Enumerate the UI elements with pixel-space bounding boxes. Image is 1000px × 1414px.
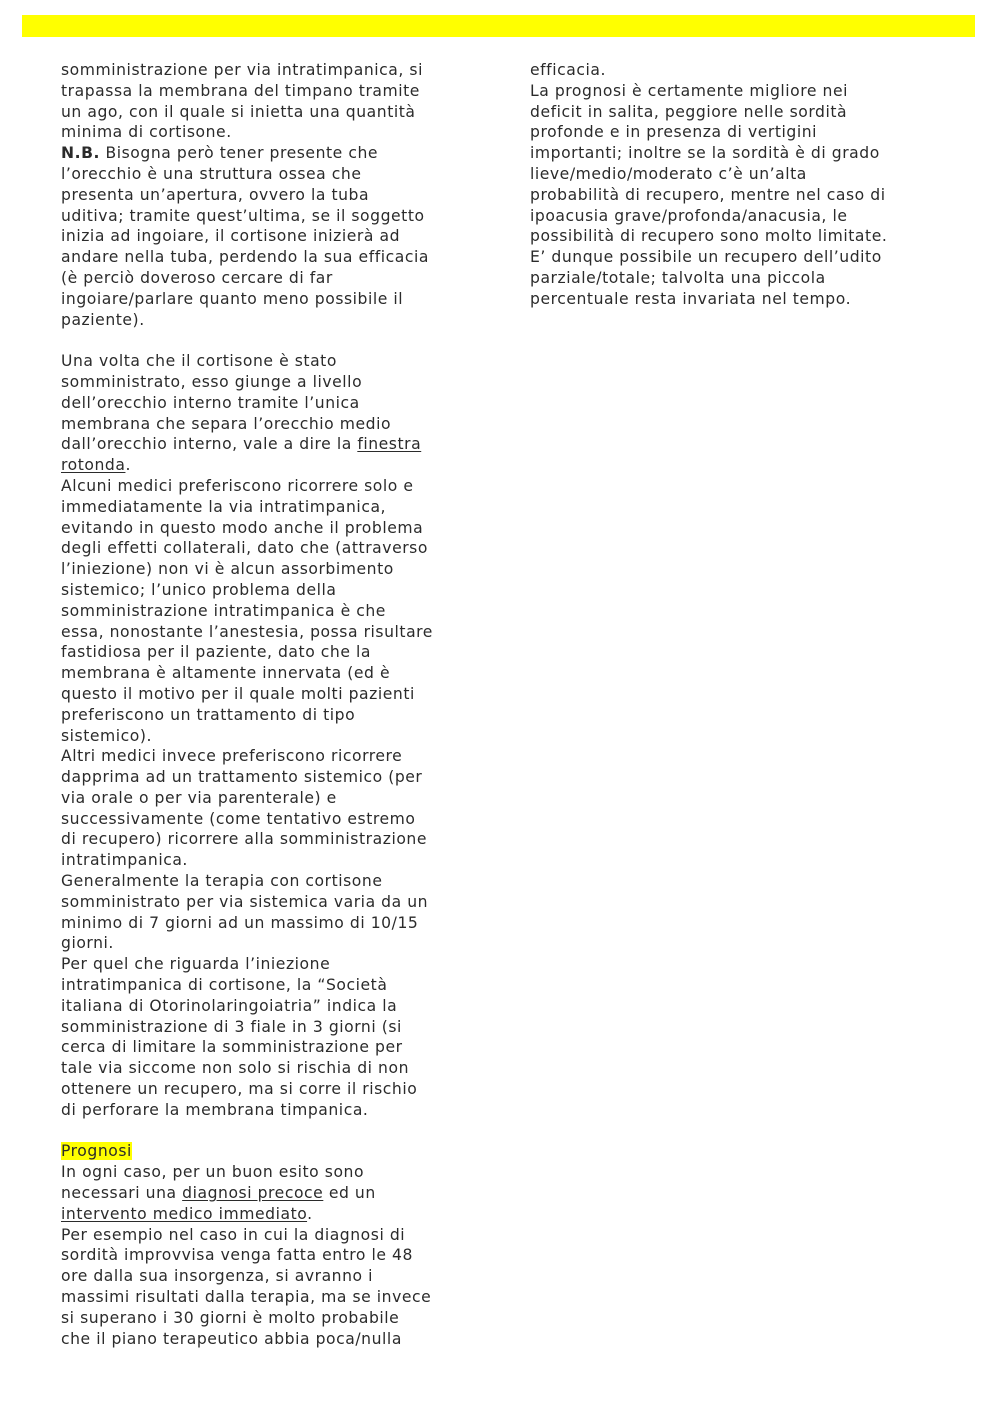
text-line: somministrazione intratimpanica è che: [61, 601, 386, 620]
text-line: fastidiosa per il paziente, dato che la: [61, 643, 371, 662]
text-line: lieve/medio/moderato c’è un’alta: [530, 164, 807, 183]
text-line: ottenere un recupero, ma si corre il rischio: [61, 1080, 418, 1099]
text-line: successivamente (come tentativo estremo: [61, 809, 416, 828]
paragraph-esempio: [61, 1225, 476, 1350]
text-line: parziale/totale; talvolta una piccola: [530, 268, 826, 287]
text-fragment: dall’orecchio interno, vale a dire la: [61, 435, 358, 454]
paragraph-durata-terapia: [61, 871, 476, 954]
text-line: intratimpanica di cortisone, la “Società: [61, 976, 388, 995]
section-heading-line: [61, 1141, 476, 1162]
text-line: che il piano terapeutico abbia poca/nulla: [61, 1329, 402, 1348]
text-fragment: .: [125, 456, 131, 475]
text-line: efficacia.: [530, 61, 606, 79]
text-line: importanti; inoltre se la sordità è di grado: [530, 144, 880, 163]
text-line: dapprima ad un trattamento sistemico (per: [61, 768, 423, 787]
text-line: Generalmente la terapia con cortisone: [61, 872, 383, 891]
text-line: [61, 143, 476, 164]
header-highlight-band: [22, 15, 975, 37]
text-line: giorni.: [61, 934, 114, 953]
paragraph-altri-medici: [61, 746, 476, 871]
text-line: somministrazione per via intratimpanica, si: [61, 61, 423, 79]
paragraph-finestra-rotonda: [61, 351, 476, 476]
paragraph-spacer: [61, 1121, 476, 1142]
text-line: sistemico; l’unico problema della: [61, 580, 337, 599]
text-line: minimo di 7 giorni ad un massimo di 10/15: [61, 913, 419, 932]
nb-label: N.B.: [61, 144, 100, 163]
text-line: inizia ad ingoiare, il cortisone inizierà ad: [61, 227, 401, 246]
text-fragment: ed un: [323, 1184, 376, 1203]
text-line: membrana che separa l’orecchio medio: [61, 414, 392, 433]
text-line: In ogni caso, per un buon esito sono: [61, 1163, 365, 1182]
text-line: Per esempio nel caso in cui la diagnosi di: [61, 1225, 406, 1244]
text-line: immediatamente la via intratimpanica,: [61, 497, 387, 516]
text-line: ore dalla sua insorgenza, si avranno i: [61, 1267, 374, 1286]
left-column: [61, 60, 476, 1349]
text-line: l’iniezione) non vi è alcun assorbimento: [61, 560, 394, 579]
text-line: si superano i 30 giorni è molto probabile: [61, 1308, 400, 1327]
paragraph-nb: [61, 143, 476, 330]
text-line: preferiscono un trattamento di tipo: [61, 705, 356, 724]
text-line: profonde e in presenza di vertigini: [530, 123, 818, 142]
text-line: somministrato, esso giunge a livello: [61, 372, 363, 391]
text-line: ingoiare/parlare quanto meno possibile il: [61, 289, 404, 308]
text-line: presenta un’apertura, ovvero la tuba: [61, 185, 370, 204]
text-line: membrana è altamente innervata (ed è: [61, 664, 391, 683]
text-line: [61, 434, 476, 455]
paragraph-prognosi-dettagli: [530, 81, 930, 310]
text-fragment: necessari una: [61, 1184, 183, 1203]
text-line: un ago, con il quale si inietta una quantità: [61, 102, 416, 121]
text-line: di recupero) ricorrere alla somministrazione: [61, 830, 427, 849]
text-line: percentuale resta invariata nel tempo.: [530, 289, 852, 308]
section-heading-prognosi: Prognosi: [61, 1142, 132, 1161]
text-line: cerca di limitare la somministrazione per: [61, 1038, 403, 1057]
text-line: (è perciò doveroso cercare di far: [61, 268, 333, 287]
paragraph-iniezione: [61, 954, 476, 1120]
text-line: Altri medici invece preferiscono ricorrere: [61, 747, 403, 766]
text-line: intratimpanica.: [61, 851, 188, 870]
text-line: essa, nonostante l’anestesia, possa risultare: [61, 622, 433, 641]
text-line: di perforare la membrana timpanica.: [61, 1100, 369, 1119]
text-line: massimi risultati dalla terapia, ma se invece: [61, 1288, 432, 1307]
text-line: [61, 1204, 476, 1225]
text-line: La prognosi è certamente migliore nei: [530, 81, 848, 100]
text-line: sistemico).: [61, 726, 153, 745]
text-line: somministrato per via sistemica varia da un: [61, 892, 429, 911]
text-line: possibilità di recupero sono molto limitate.: [530, 227, 888, 246]
text-line: E’ dunque possibile un recupero dell’udito: [530, 248, 882, 267]
text-line: l’orecchio è una struttura ossea che: [61, 164, 362, 183]
underlined-term-finestra: finestra: [357, 435, 422, 454]
text-line: degli effetti collaterali, dato che (attraverso: [61, 539, 428, 558]
text-line: paziente).: [61, 310, 145, 329]
paragraph-spacer: [61, 330, 476, 351]
text-line: dell’orecchio interno tramite l’unica: [61, 393, 360, 412]
text-line: minima di cortisone.: [61, 123, 232, 142]
text-line: [61, 455, 476, 476]
text-line: andare nella tuba, perdendo la sua efficacia: [61, 248, 429, 267]
text-line: questo il motivo per il quale molti pazienti: [61, 684, 415, 703]
paragraph-alcuni-medici: [61, 476, 476, 746]
text-line: via orale o per via parenterale) e: [61, 788, 337, 807]
text-line: uditiva; tramite quest’ultima, se il soggetto: [61, 206, 425, 225]
text-line: Alcuni medici preferiscono ricorrere solo e: [61, 476, 414, 495]
underlined-term-rotonda: rotonda: [61, 456, 126, 475]
text-line: tale via siccome non solo si rischia di non: [61, 1059, 409, 1078]
text-fragment: Bisogna però tener presente che: [99, 144, 379, 163]
text-line: evitando in questo modo anche il problema: [61, 518, 424, 537]
underlined-term-diagnosi: diagnosi precoce: [182, 1184, 324, 1203]
paragraph-esito: [61, 1162, 476, 1224]
text-line: [61, 1183, 476, 1204]
text-line: sordità improvvisa venga fatta entro le 48: [61, 1246, 413, 1265]
text-line: probabilità di recupero, mentre nel caso di: [530, 185, 886, 204]
text-fragment: .: [307, 1204, 313, 1223]
text-line: ipoacusia grave/profonda/anacusia, le: [530, 206, 848, 225]
right-column: [530, 60, 930, 310]
text-line: Una volta che il cortisone è stato: [61, 352, 337, 371]
text-line: trapassa la membrana del timpano tramite: [61, 81, 420, 100]
text-line: deficit in salita, peggiore nelle sordità: [530, 102, 848, 121]
text-line: somministrazione di 3 fiale in 3 giorni (si: [61, 1017, 402, 1036]
text-line: Per quel che riguarda l’iniezione: [61, 955, 331, 974]
paragraph-efficacia: [530, 60, 930, 81]
paragraph-intratimpanica: [61, 60, 476, 143]
text-line: italiana di Otorinolaringoiatria” indica la: [61, 996, 398, 1015]
underlined-term-intervento: intervento medico immediato: [61, 1204, 308, 1223]
